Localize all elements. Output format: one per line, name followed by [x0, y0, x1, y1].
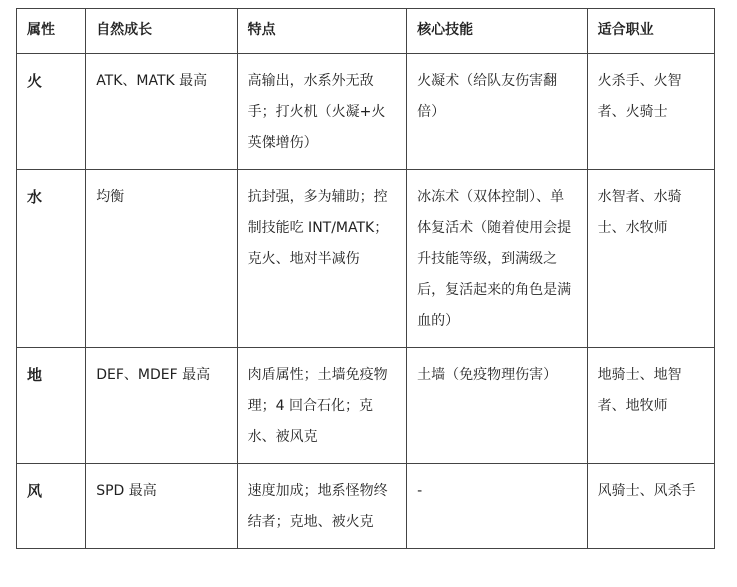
cell-growth: ATK、MATK 最高 — [86, 54, 237, 170]
cell-growth: SPD 最高 — [86, 464, 237, 549]
cell-growth: 均衡 — [86, 170, 237, 348]
cell-jobs: 地骑士、地智者、地牧师 — [587, 348, 714, 464]
cell-jobs: 火杀手、火智者、火骑士 — [587, 54, 714, 170]
cell-core-skill: 冰冻术（双体控制）、单体复活术（随着使用会提升技能等级，到满级之后，复活起来的角色是满血的） — [407, 170, 588, 348]
cell-jobs: 水智者、水骑士、水牧师 — [587, 170, 714, 348]
cell-core-skill: 土墙（免疫物理伤害） — [407, 348, 588, 464]
cell-attribute: 水 — [17, 170, 86, 348]
cell-attribute: 风 — [17, 464, 86, 549]
header-core-skill: 核心技能 — [407, 9, 588, 54]
cell-core-skill: 火凝术（给队友伤害翻倍） — [407, 54, 588, 170]
header-jobs: 适合职业 — [587, 9, 714, 54]
table-row — [17, 348, 715, 464]
header-features: 特点 — [237, 9, 406, 54]
table-header-row — [17, 9, 715, 54]
header-attribute: 属性 — [17, 9, 86, 54]
cell-jobs: 风骑士、风杀手 — [587, 464, 714, 549]
cell-features: 高输出，水系外无敌手；打火机（火凝+火英傑增伤） — [237, 54, 406, 170]
cell-features: 抗封强，多为辅助；控制技能吃 INT/MATK；克火、地对半减伤 — [237, 170, 406, 348]
cell-attribute: 地 — [17, 348, 86, 464]
header-growth: 自然成长 — [86, 9, 237, 54]
cell-core-skill: - — [407, 464, 588, 549]
cell-features: 速度加成；地系怪物终结者；克地、被火克 — [237, 464, 406, 549]
cell-attribute: 火 — [17, 54, 86, 170]
table-row — [17, 170, 715, 348]
cell-features: 肉盾属性；土墙免疫物理；4 回合石化；克水、被风克 — [237, 348, 406, 464]
table-row — [17, 464, 715, 549]
table-row — [17, 54, 715, 170]
attribute-table — [16, 8, 715, 549]
cell-growth: DEF、MDEF 最高 — [86, 348, 237, 464]
